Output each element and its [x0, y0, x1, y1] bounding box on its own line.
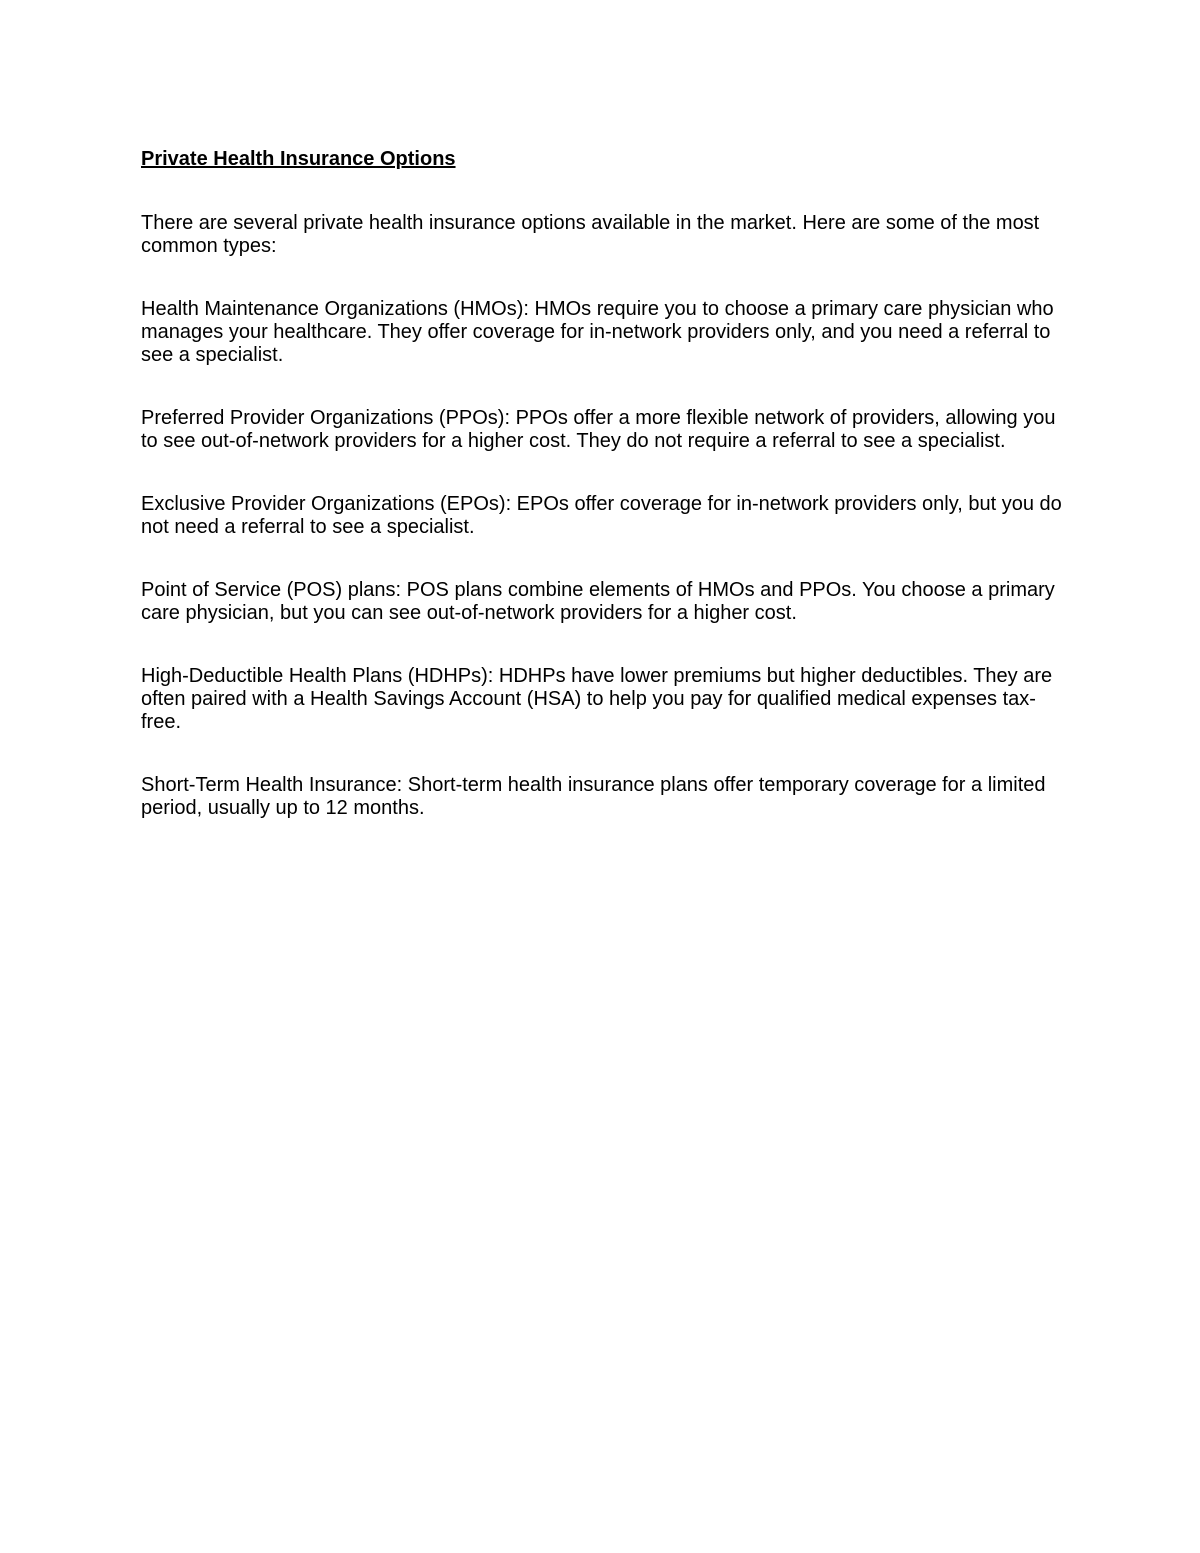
option-short-term-paragraph: Short-Term Health Insurance: Short-term health insurance plans offer temporary coverage for a limited period, usually up to 12 months. — [141, 774, 1046, 819]
option-epo-paragraph: Exclusive Provider Organizations (EPOs): EPOs offer coverage for in-network providers only, but you do not need a referral to see a specialist. — [141, 493, 1062, 538]
document-title: Private Health Insurance Options — [141, 148, 456, 170]
intro-paragraph: There are several private health insurance options available in the market. Here are some of the most common types: — [141, 212, 1040, 257]
option-ppo-paragraph: Preferred Provider Organizations (PPOs): PPOs offer a more flexible network of providers, allowing you to see out-of-network providers for a higher cost. They do not require a referral to see a specialist. — [141, 407, 1056, 452]
option-hmo-paragraph: Health Maintenance Organizations (HMOs): HMOs require you to choose a primary care physician who manages your healthcare. They offer coverage for in-network providers only, and you need a referral to see a specialist. — [141, 298, 1054, 366]
option-hdhp-paragraph: High-Deductible Health Plans (HDHPs): HDHPs have lower premiums but higher deductibles. They are often paired with a Health Savings Account (HSA) to help you pay for qualified medical expenses tax-free. — [141, 665, 1053, 733]
document-body — [141, 146, 1066, 860]
option-pos-paragraph: Point of Service (POS) plans: POS plans combine elements of HMOs and PPOs. You choose a primary care physician, but you can see out-of-network providers for a higher cost. — [141, 579, 1055, 624]
